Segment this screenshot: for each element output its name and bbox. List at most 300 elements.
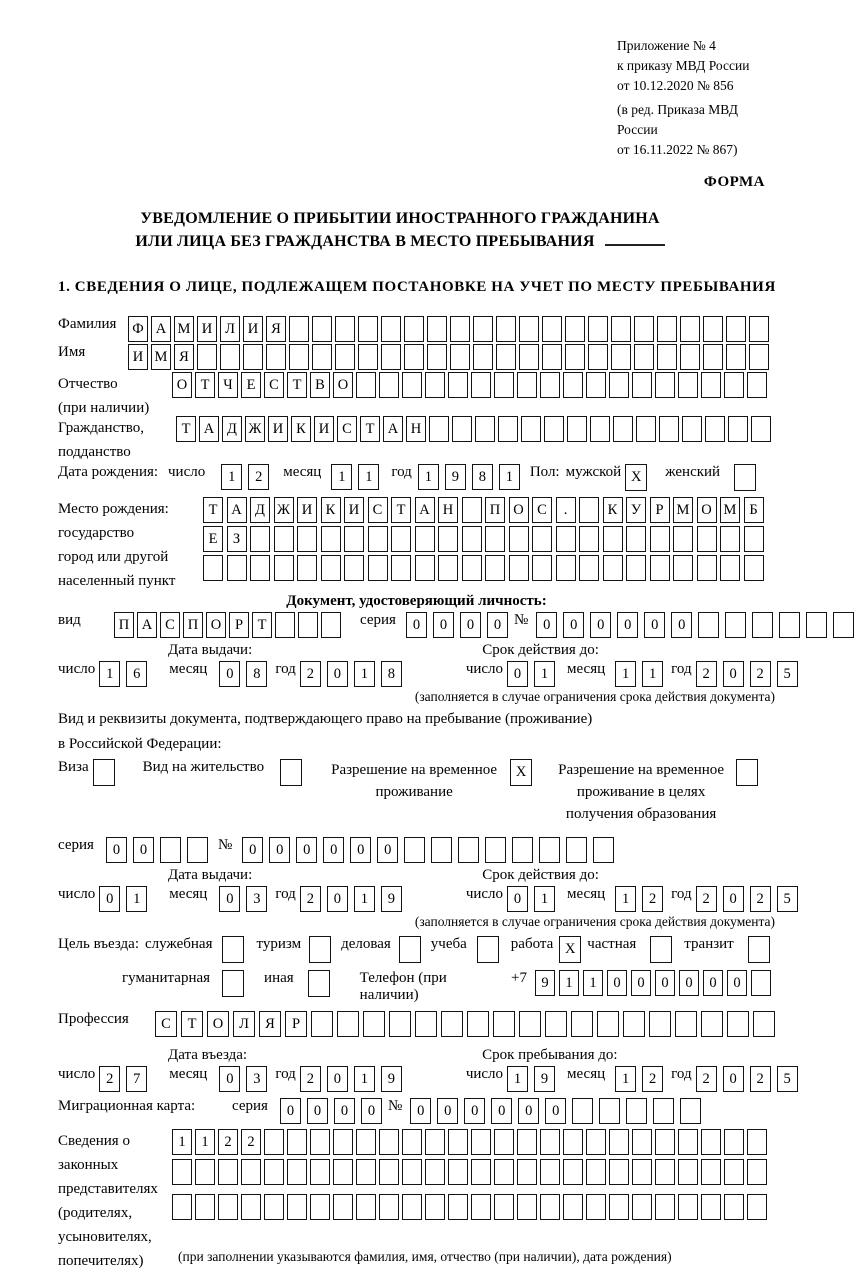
char-cell[interactable]: [402, 1129, 422, 1155]
char-cell[interactable]: 0: [327, 886, 348, 912]
char-cell[interactable]: [599, 1098, 620, 1124]
char-cell[interactable]: [675, 1011, 697, 1037]
char-cell[interactable]: [172, 1159, 192, 1185]
birth-month-boxes[interactable]: [331, 464, 385, 490]
char-cell[interactable]: [603, 555, 623, 581]
char-cell[interactable]: [698, 612, 719, 638]
char-cell[interactable]: 0: [133, 837, 154, 863]
char-cell[interactable]: 0: [590, 612, 611, 638]
char-cell[interactable]: 0: [437, 1098, 458, 1124]
char-cell[interactable]: [431, 837, 452, 863]
char-cell[interactable]: [726, 316, 746, 342]
char-cell[interactable]: [542, 316, 562, 342]
visa-checkbox[interactable]: [93, 759, 115, 786]
char-cell[interactable]: [493, 1011, 515, 1037]
char-cell[interactable]: 0: [269, 837, 290, 863]
entry-day-boxes[interactable]: [99, 1066, 153, 1092]
sex-male-checkbox[interactable]: [625, 464, 647, 491]
char-cell[interactable]: [678, 1129, 698, 1155]
char-cell[interactable]: [749, 344, 769, 370]
purpose-study-checkbox[interactable]: [477, 936, 499, 963]
char-cell[interactable]: Т: [195, 372, 215, 398]
char-cell[interactable]: 9: [381, 1066, 402, 1092]
purpose-humanitarian-checkbox[interactable]: [222, 970, 244, 997]
doc-valid-month-boxes[interactable]: [615, 661, 669, 687]
char-cell[interactable]: [363, 1011, 385, 1037]
char-cell[interactable]: [751, 416, 771, 442]
char-cell[interactable]: 1: [507, 1066, 528, 1092]
birth-place-boxes-row-1[interactable]: [203, 497, 767, 523]
char-cell[interactable]: [701, 1129, 721, 1155]
char-cell[interactable]: [333, 1159, 353, 1185]
char-cell[interactable]: [566, 837, 587, 863]
char-cell[interactable]: [477, 936, 499, 963]
char-cell[interactable]: [720, 555, 740, 581]
char-cell[interactable]: [565, 344, 585, 370]
char-cell[interactable]: [425, 1159, 445, 1185]
char-cell[interactable]: [312, 316, 332, 342]
char-cell[interactable]: [356, 1194, 376, 1220]
representatives-boxes-row-2[interactable]: [172, 1159, 770, 1185]
char-cell[interactable]: [438, 555, 458, 581]
char-cell[interactable]: [389, 1011, 411, 1037]
char-cell[interactable]: 0: [723, 886, 744, 912]
char-cell[interactable]: 0: [99, 886, 120, 912]
char-cell[interactable]: [402, 372, 422, 398]
char-cell[interactable]: [471, 1159, 491, 1185]
char-cell[interactable]: М: [174, 316, 194, 342]
char-cell[interactable]: [728, 416, 748, 442]
char-cell[interactable]: [333, 1194, 353, 1220]
char-cell[interactable]: [462, 497, 482, 523]
phone-boxes[interactable]: [535, 970, 775, 996]
given-name-boxes[interactable]: [128, 344, 772, 370]
char-cell[interactable]: [448, 1159, 468, 1185]
char-cell[interactable]: [725, 612, 746, 638]
char-cell[interactable]: [399, 936, 421, 963]
purpose-work-checkbox[interactable]: [559, 936, 581, 963]
char-cell[interactable]: 0: [219, 886, 240, 912]
char-cell[interactable]: [475, 416, 495, 442]
char-cell[interactable]: С: [368, 497, 388, 523]
char-cell[interactable]: [415, 526, 435, 552]
char-cell[interactable]: Р: [650, 497, 670, 523]
char-cell[interactable]: [309, 936, 331, 963]
char-cell[interactable]: 0: [307, 1098, 328, 1124]
char-cell[interactable]: [593, 837, 614, 863]
char-cell[interactable]: 0: [334, 1098, 355, 1124]
char-cell[interactable]: П: [114, 612, 134, 638]
char-cell[interactable]: [613, 416, 633, 442]
char-cell[interactable]: Т: [360, 416, 380, 442]
char-cell[interactable]: 1: [615, 1066, 636, 1092]
char-cell[interactable]: [429, 416, 449, 442]
char-cell[interactable]: [496, 316, 516, 342]
char-cell[interactable]: 1: [418, 464, 439, 490]
char-cell[interactable]: Ж: [274, 497, 294, 523]
char-cell[interactable]: Т: [252, 612, 272, 638]
char-cell[interactable]: 1: [195, 1129, 215, 1155]
char-cell[interactable]: [747, 1159, 767, 1185]
char-cell[interactable]: 1: [354, 886, 375, 912]
char-cell[interactable]: [197, 344, 217, 370]
char-cell[interactable]: К: [603, 497, 623, 523]
char-cell[interactable]: [310, 1159, 330, 1185]
char-cell[interactable]: 0: [507, 661, 528, 687]
char-cell[interactable]: Н: [406, 416, 426, 442]
char-cell[interactable]: О: [509, 497, 529, 523]
char-cell[interactable]: .: [556, 497, 576, 523]
doc-valid-day-boxes[interactable]: [507, 661, 561, 687]
purpose-private-checkbox[interactable]: [650, 936, 672, 963]
char-cell[interactable]: [494, 1194, 514, 1220]
char-cell[interactable]: 8: [381, 661, 402, 687]
char-cell[interactable]: [540, 1194, 560, 1220]
char-cell[interactable]: 2: [750, 1066, 771, 1092]
char-cell[interactable]: [498, 416, 518, 442]
char-cell[interactable]: [381, 344, 401, 370]
char-cell[interactable]: [356, 372, 376, 398]
char-cell[interactable]: [519, 316, 539, 342]
char-cell[interactable]: [485, 526, 505, 552]
char-cell[interactable]: 0: [377, 837, 398, 863]
char-cell[interactable]: [335, 344, 355, 370]
char-cell[interactable]: [673, 555, 693, 581]
char-cell[interactable]: [632, 1129, 652, 1155]
citizenship-boxes[interactable]: [176, 416, 774, 442]
char-cell[interactable]: 1: [126, 886, 147, 912]
char-cell[interactable]: [218, 1194, 238, 1220]
char-cell[interactable]: Л: [220, 316, 240, 342]
char-cell[interactable]: [404, 837, 425, 863]
char-cell[interactable]: 1: [583, 970, 603, 996]
temp-permit-checkbox[interactable]: [510, 759, 532, 786]
char-cell[interactable]: [701, 1011, 723, 1037]
char-cell[interactable]: [586, 1159, 606, 1185]
permit-valid-month-boxes[interactable]: [615, 886, 669, 912]
char-cell[interactable]: [588, 344, 608, 370]
char-cell[interactable]: [241, 1194, 261, 1220]
char-cell[interactable]: 0: [296, 837, 317, 863]
char-cell[interactable]: А: [199, 416, 219, 442]
char-cell[interactable]: 0: [219, 661, 240, 687]
char-cell[interactable]: [542, 344, 562, 370]
char-cell[interactable]: Е: [203, 526, 223, 552]
char-cell[interactable]: [312, 344, 332, 370]
char-cell[interactable]: И: [197, 316, 217, 342]
char-cell[interactable]: [187, 837, 208, 863]
char-cell[interactable]: [655, 1129, 675, 1155]
char-cell[interactable]: [227, 555, 247, 581]
char-cell[interactable]: М: [151, 344, 171, 370]
char-cell[interactable]: 0: [242, 837, 263, 863]
char-cell[interactable]: [609, 372, 629, 398]
char-cell[interactable]: 1: [615, 886, 636, 912]
char-cell[interactable]: [724, 1159, 744, 1185]
char-cell[interactable]: 0: [106, 837, 127, 863]
char-cell[interactable]: [705, 416, 725, 442]
char-cell[interactable]: 0: [617, 612, 638, 638]
char-cell[interactable]: [172, 1194, 192, 1220]
char-cell[interactable]: [655, 372, 675, 398]
char-cell[interactable]: [473, 316, 493, 342]
char-cell[interactable]: [565, 316, 585, 342]
char-cell[interactable]: 1: [221, 464, 242, 490]
char-cell[interactable]: [287, 1194, 307, 1220]
char-cell[interactable]: [752, 612, 773, 638]
char-cell[interactable]: [308, 970, 330, 997]
char-cell[interactable]: 2: [218, 1129, 238, 1155]
permit-issue-day-boxes[interactable]: [99, 886, 153, 912]
char-cell[interactable]: [680, 1098, 701, 1124]
char-cell[interactable]: С: [155, 1011, 177, 1037]
char-cell[interactable]: [744, 555, 764, 581]
char-cell[interactable]: 2: [300, 661, 321, 687]
char-cell[interactable]: [391, 555, 411, 581]
char-cell[interactable]: 3: [246, 886, 267, 912]
representatives-boxes-row-3[interactable]: [172, 1194, 770, 1220]
purpose-other-checkbox[interactable]: [308, 970, 330, 997]
char-cell[interactable]: 0: [487, 612, 508, 638]
char-cell[interactable]: 2: [248, 464, 269, 490]
char-cell[interactable]: [379, 1129, 399, 1155]
char-cell[interactable]: [222, 936, 244, 963]
char-cell[interactable]: [806, 612, 827, 638]
char-cell[interactable]: [697, 526, 717, 552]
char-cell[interactable]: [448, 1194, 468, 1220]
char-cell[interactable]: [275, 612, 295, 638]
char-cell[interactable]: [571, 1011, 593, 1037]
char-cell[interactable]: [415, 1011, 437, 1037]
char-cell[interactable]: [297, 526, 317, 552]
char-cell[interactable]: 0: [327, 661, 348, 687]
char-cell[interactable]: 0: [723, 661, 744, 687]
char-cell[interactable]: [379, 372, 399, 398]
char-cell[interactable]: [724, 372, 744, 398]
char-cell[interactable]: [509, 555, 529, 581]
char-cell[interactable]: [626, 526, 646, 552]
doc-number-boxes[interactable]: [536, 612, 860, 638]
char-cell[interactable]: [579, 526, 599, 552]
doc-issue-day-boxes[interactable]: [99, 661, 153, 687]
char-cell[interactable]: А: [227, 497, 247, 523]
char-cell[interactable]: 7: [126, 1066, 147, 1092]
char-cell[interactable]: 0: [727, 970, 747, 996]
permit-number-boxes[interactable]: [242, 837, 620, 863]
permit-issue-year-boxes[interactable]: [300, 886, 408, 912]
char-cell[interactable]: 2: [750, 886, 771, 912]
char-cell[interactable]: 2: [696, 1066, 717, 1092]
char-cell[interactable]: [544, 416, 564, 442]
char-cell[interactable]: [358, 344, 378, 370]
char-cell[interactable]: [494, 1129, 514, 1155]
char-cell[interactable]: [287, 1159, 307, 1185]
char-cell[interactable]: О: [333, 372, 353, 398]
char-cell[interactable]: [335, 316, 355, 342]
char-cell[interactable]: [611, 344, 631, 370]
char-cell[interactable]: 1: [358, 464, 379, 490]
char-cell[interactable]: [220, 344, 240, 370]
char-cell[interactable]: 0: [507, 886, 528, 912]
char-cell[interactable]: [427, 344, 447, 370]
char-cell[interactable]: [321, 612, 341, 638]
char-cell[interactable]: 0: [460, 612, 481, 638]
char-cell[interactable]: [833, 612, 854, 638]
char-cell[interactable]: [415, 555, 435, 581]
char-cell[interactable]: 8: [246, 661, 267, 687]
char-cell[interactable]: Ч: [218, 372, 238, 398]
purpose-business-checkbox[interactable]: [222, 936, 244, 963]
residence-permit-checkbox[interactable]: [280, 759, 302, 786]
char-cell[interactable]: [344, 526, 364, 552]
char-cell[interactable]: И: [243, 316, 263, 342]
char-cell[interactable]: [241, 1159, 261, 1185]
char-cell[interactable]: 2: [642, 886, 663, 912]
char-cell[interactable]: [222, 970, 244, 997]
char-cell[interactable]: [333, 1129, 353, 1155]
char-cell[interactable]: 2: [696, 886, 717, 912]
char-cell[interactable]: О: [206, 612, 226, 638]
char-cell[interactable]: [586, 1129, 606, 1155]
char-cell[interactable]: [749, 316, 769, 342]
profession-boxes[interactable]: [155, 1011, 779, 1037]
char-cell[interactable]: 2: [99, 1066, 120, 1092]
doc-type-boxes[interactable]: [114, 612, 344, 638]
char-cell[interactable]: [586, 372, 606, 398]
char-cell[interactable]: [462, 526, 482, 552]
char-cell[interactable]: Д: [250, 497, 270, 523]
char-cell[interactable]: [321, 555, 341, 581]
char-cell[interactable]: 0: [491, 1098, 512, 1124]
char-cell[interactable]: С: [160, 612, 180, 638]
char-cell[interactable]: [532, 555, 552, 581]
char-cell[interactable]: [720, 526, 740, 552]
char-cell[interactable]: [579, 497, 599, 523]
char-cell[interactable]: [609, 1194, 629, 1220]
char-cell[interactable]: [748, 936, 770, 963]
char-cell[interactable]: [404, 316, 424, 342]
char-cell[interactable]: 2: [642, 1066, 663, 1092]
char-cell[interactable]: [494, 1159, 514, 1185]
char-cell[interactable]: 1: [534, 886, 555, 912]
char-cell[interactable]: [462, 555, 482, 581]
char-cell[interactable]: [680, 316, 700, 342]
char-cell[interactable]: [657, 316, 677, 342]
char-cell[interactable]: А: [137, 612, 157, 638]
char-cell[interactable]: 0: [644, 612, 665, 638]
purpose-commercial-checkbox[interactable]: [399, 936, 421, 963]
char-cell[interactable]: [540, 372, 560, 398]
char-cell[interactable]: [494, 372, 514, 398]
char-cell[interactable]: [650, 555, 670, 581]
char-cell[interactable]: 0: [323, 837, 344, 863]
char-cell[interactable]: А: [383, 416, 403, 442]
char-cell[interactable]: [650, 936, 672, 963]
char-cell[interactable]: Е: [241, 372, 261, 398]
char-cell[interactable]: [632, 1194, 652, 1220]
stay-month-boxes[interactable]: [615, 1066, 669, 1092]
char-cell[interactable]: [368, 526, 388, 552]
char-cell[interactable]: [673, 526, 693, 552]
char-cell[interactable]: О: [207, 1011, 229, 1037]
char-cell[interactable]: [609, 1159, 629, 1185]
char-cell[interactable]: [586, 1194, 606, 1220]
char-cell[interactable]: [703, 316, 723, 342]
char-cell[interactable]: [623, 1011, 645, 1037]
char-cell[interactable]: 0: [464, 1098, 485, 1124]
char-cell[interactable]: [650, 526, 670, 552]
char-cell[interactable]: [588, 316, 608, 342]
char-cell[interactable]: 0: [536, 612, 557, 638]
char-cell[interactable]: 2: [300, 1066, 321, 1092]
char-cell[interactable]: М: [673, 497, 693, 523]
char-cell[interactable]: 5: [777, 1066, 798, 1092]
char-cell[interactable]: Т: [176, 416, 196, 442]
char-cell[interactable]: 0: [723, 1066, 744, 1092]
char-cell[interactable]: [441, 1011, 463, 1037]
char-cell[interactable]: [287, 1129, 307, 1155]
char-cell[interactable]: [540, 1159, 560, 1185]
char-cell[interactable]: Р: [285, 1011, 307, 1037]
char-cell[interactable]: 0: [631, 970, 651, 996]
char-cell[interactable]: [458, 837, 479, 863]
char-cell[interactable]: 2: [241, 1129, 261, 1155]
char-cell[interactable]: [250, 555, 270, 581]
char-cell[interactable]: [540, 1129, 560, 1155]
char-cell[interactable]: А: [151, 316, 171, 342]
char-cell[interactable]: 0: [410, 1098, 431, 1124]
char-cell[interactable]: Ж: [245, 416, 265, 442]
char-cell[interactable]: [218, 1159, 238, 1185]
char-cell[interactable]: 8: [472, 464, 493, 490]
char-cell[interactable]: [274, 555, 294, 581]
char-cell[interactable]: [603, 526, 623, 552]
char-cell[interactable]: [473, 344, 493, 370]
char-cell[interactable]: [532, 526, 552, 552]
char-cell[interactable]: [653, 1098, 674, 1124]
char-cell[interactable]: [356, 1159, 376, 1185]
char-cell[interactable]: 1: [534, 661, 555, 687]
char-cell[interactable]: О: [172, 372, 192, 398]
char-cell[interactable]: [467, 1011, 489, 1037]
char-cell[interactable]: 9: [381, 886, 402, 912]
char-cell[interactable]: [438, 526, 458, 552]
char-cell[interactable]: 5: [777, 886, 798, 912]
birth-place-boxes-row-3[interactable]: [203, 555, 767, 581]
permit-series-boxes[interactable]: [106, 837, 214, 863]
birth-place-boxes-row-2[interactable]: [203, 526, 767, 552]
stay-day-boxes[interactable]: [507, 1066, 561, 1092]
char-cell[interactable]: [747, 372, 767, 398]
char-cell[interactable]: 0: [671, 612, 692, 638]
birth-year-boxes[interactable]: [418, 464, 526, 490]
doc-issue-month-boxes[interactable]: [219, 661, 273, 687]
char-cell[interactable]: [471, 372, 491, 398]
char-cell[interactable]: [160, 837, 181, 863]
doc-issue-year-boxes[interactable]: [300, 661, 408, 687]
char-cell[interactable]: 0: [280, 1098, 301, 1124]
purpose-transit-checkbox[interactable]: [748, 936, 770, 963]
char-cell[interactable]: [634, 316, 654, 342]
char-cell[interactable]: [563, 1159, 583, 1185]
char-cell[interactable]: [471, 1129, 491, 1155]
char-cell[interactable]: С: [264, 372, 284, 398]
char-cell[interactable]: Т: [181, 1011, 203, 1037]
char-cell[interactable]: 1: [331, 464, 352, 490]
char-cell[interactable]: З: [227, 526, 247, 552]
char-cell[interactable]: А: [415, 497, 435, 523]
representatives-boxes-row-1[interactable]: [172, 1129, 770, 1155]
